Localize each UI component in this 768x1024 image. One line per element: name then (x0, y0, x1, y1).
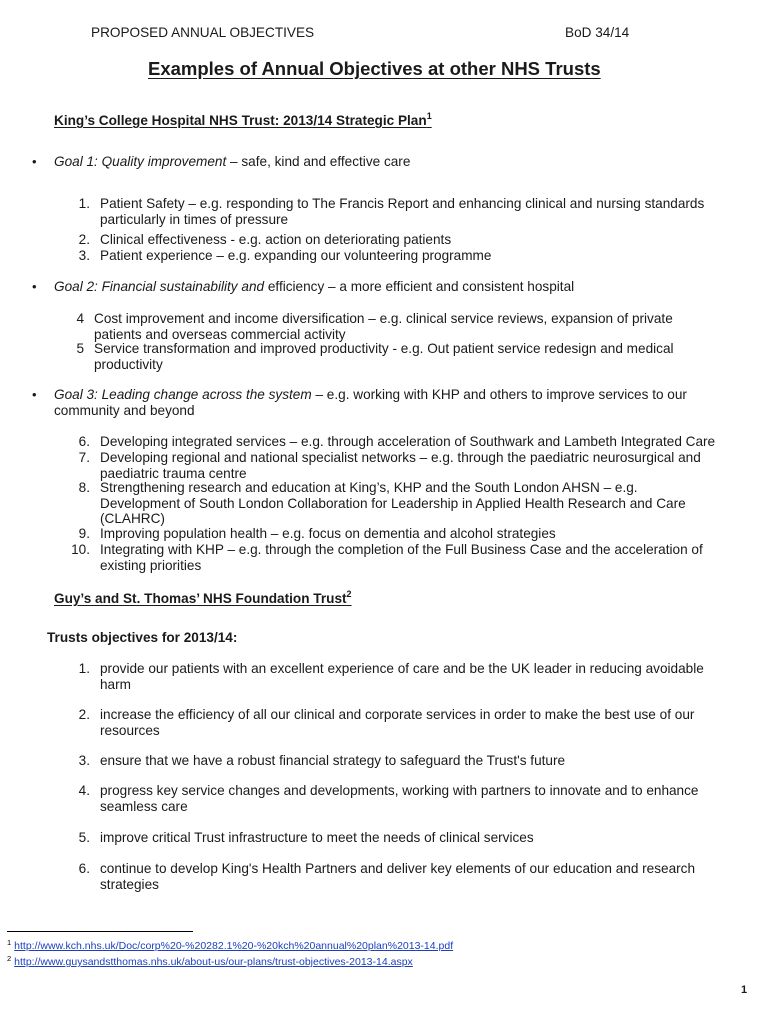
bullet-icon: • (32, 279, 37, 294)
list-item-number: 9. (78, 526, 90, 541)
list-item-number: 4 (76, 311, 84, 326)
list-item-number: 5. (78, 830, 90, 845)
list-item-text: Cost improvement and income diversification – e.g. clinical service reviews, expansion of private (94, 311, 673, 326)
list-item-text: harm (100, 676, 131, 692)
kings-heading-text: King’s College Hospital NHS Trust: 2013/14 Strategic Plan (54, 113, 427, 128)
list-item-text: seamless care (100, 798, 188, 814)
list-item-text: Improving population health – e.g. focus on dementia and alcohol strategies (100, 526, 556, 541)
list-item-text: Developing regional and national specialist networks – e.g. through the paediatric neurosurgical and (100, 450, 701, 465)
document-header-title: PROPOSED ANNUAL OBJECTIVES (91, 25, 315, 40)
list-item-number: 1. (78, 196, 90, 211)
footnote-marker: 2 (7, 954, 12, 963)
document-reference: BoD 34/14 (565, 25, 630, 40)
goal-3-label: Goal 3: Leading change across the system (54, 387, 312, 402)
bullet-icon: • (32, 154, 37, 169)
list-item-text: Development of South London Collaboration for Leadership in Applied Health Research and Care (100, 495, 686, 511)
footnote-ref-2: 2 (346, 589, 352, 599)
list-item-text: increase the efficiency of all our clinical and corporate services in order to make the best use of our (100, 707, 695, 722)
guys-subheading: Trusts objectives for 2013/14: (47, 630, 238, 645)
footnote-marker: 1 (7, 938, 12, 947)
list-item-text: Integrating with KHP – e.g. through the completion of the Full Business Case and the acceleration of (100, 542, 703, 557)
list-item-number: 3. (78, 248, 90, 263)
list-item-text: progress key service changes and developments, working with partners to innovate and to enhance (100, 783, 699, 798)
guys-section-heading (54, 589, 352, 606)
list-item-text: Patient experience – e.g. expanding our volunteering programme (100, 248, 492, 263)
list-item-text: paediatric trauma centre (100, 465, 247, 481)
list-item-text: continue to develop King's Health Partners and deliver key elements of our education and research (100, 861, 696, 876)
list-item-text: Strengthening research and education at King’s, KHP and the South London AHSN – e.g. (100, 480, 638, 495)
goal-3-text: – e.g. working with KHP and others to improve services to our (311, 387, 687, 402)
list-item-number: 8. (78, 480, 90, 495)
list-item-text: (CLAHRC) (100, 511, 165, 526)
list-item-number: 7. (78, 450, 90, 465)
goal-2-label: Goal 2: Financial sustainability and (54, 279, 265, 294)
footnote-2 (7, 954, 413, 968)
list-item-text: Patient Safety – e.g. responding to The Francis Report and enhancing clinical and nursing standards (100, 196, 705, 211)
list-item-text: Developing integrated services – e.g. through acceleration of Southwark and Lambeth Integrated Care (100, 434, 716, 449)
list-item-text: existing priorities (100, 557, 202, 573)
list-item-number: 6. (78, 861, 90, 876)
list-item-number: 4. (78, 783, 90, 798)
page-title: Examples of Annual Objectives at other NHS Trusts (148, 58, 601, 79)
list-item-text: provide our patients with an excellent experience of care and be the UK leader in reducing avoidable (100, 661, 704, 676)
footnote-divider (7, 931, 193, 932)
list-item-number: 1. (78, 661, 90, 676)
list-item-text: Clinical effectiveness - e.g. action on deteriorating patients (100, 232, 452, 247)
list-item-text: patients and overseas commercial activity (94, 326, 346, 342)
guys-heading-text: Guy’s and St. Thomas’ NHS Foundation Trust (54, 591, 347, 606)
list-item-number: 10. (71, 542, 90, 557)
footnote-link[interactable]: http://www.kch.nhs.uk/Doc/corp%20-%20282.1%20-%20kch%20annual%20plan%2013-14.pdf (14, 940, 454, 952)
bullet-icon: • (32, 387, 37, 402)
list-item-number: 6. (78, 434, 90, 449)
kings-section-heading (54, 111, 432, 128)
goal-1-text: – safe, kind and effective care (226, 154, 411, 169)
page-number: 1 (741, 984, 748, 996)
list-item-number: 3. (78, 753, 90, 768)
list-item-number: 5 (76, 341, 84, 356)
goal-1-label: Goal 1: Quality improvement (54, 154, 227, 169)
list-item-text: improve critical Trust infrastructure to meet the needs of clinical services (100, 830, 534, 845)
footnote-ref-1: 1 (426, 111, 432, 121)
goal-3-text-line2: community and beyond (54, 402, 195, 418)
list-item-text: strategies (100, 876, 159, 892)
footnote-1 (7, 938, 453, 952)
list-item-number: 2. (78, 707, 90, 722)
list-item-text: productivity (94, 356, 163, 372)
list-item-text: resources (100, 722, 160, 738)
list-item-text: ensure that we have a robust financial strategy to safeguard the Trust's future (100, 753, 566, 768)
footnote-link[interactable]: http://www.guysandstthomas.nhs.uk/about-us/our-plans/trust-objectives-2013-14.aspx (14, 956, 413, 968)
goal-2-text: efficiency – a more efficient and consistent hospital (264, 279, 575, 294)
list-item-text: particularly in times of pressure (100, 211, 289, 227)
list-item-text: Service transformation and improved productivity - e.g. Out patient service redesign and medical (94, 341, 674, 356)
list-item-number: 2. (78, 232, 90, 247)
